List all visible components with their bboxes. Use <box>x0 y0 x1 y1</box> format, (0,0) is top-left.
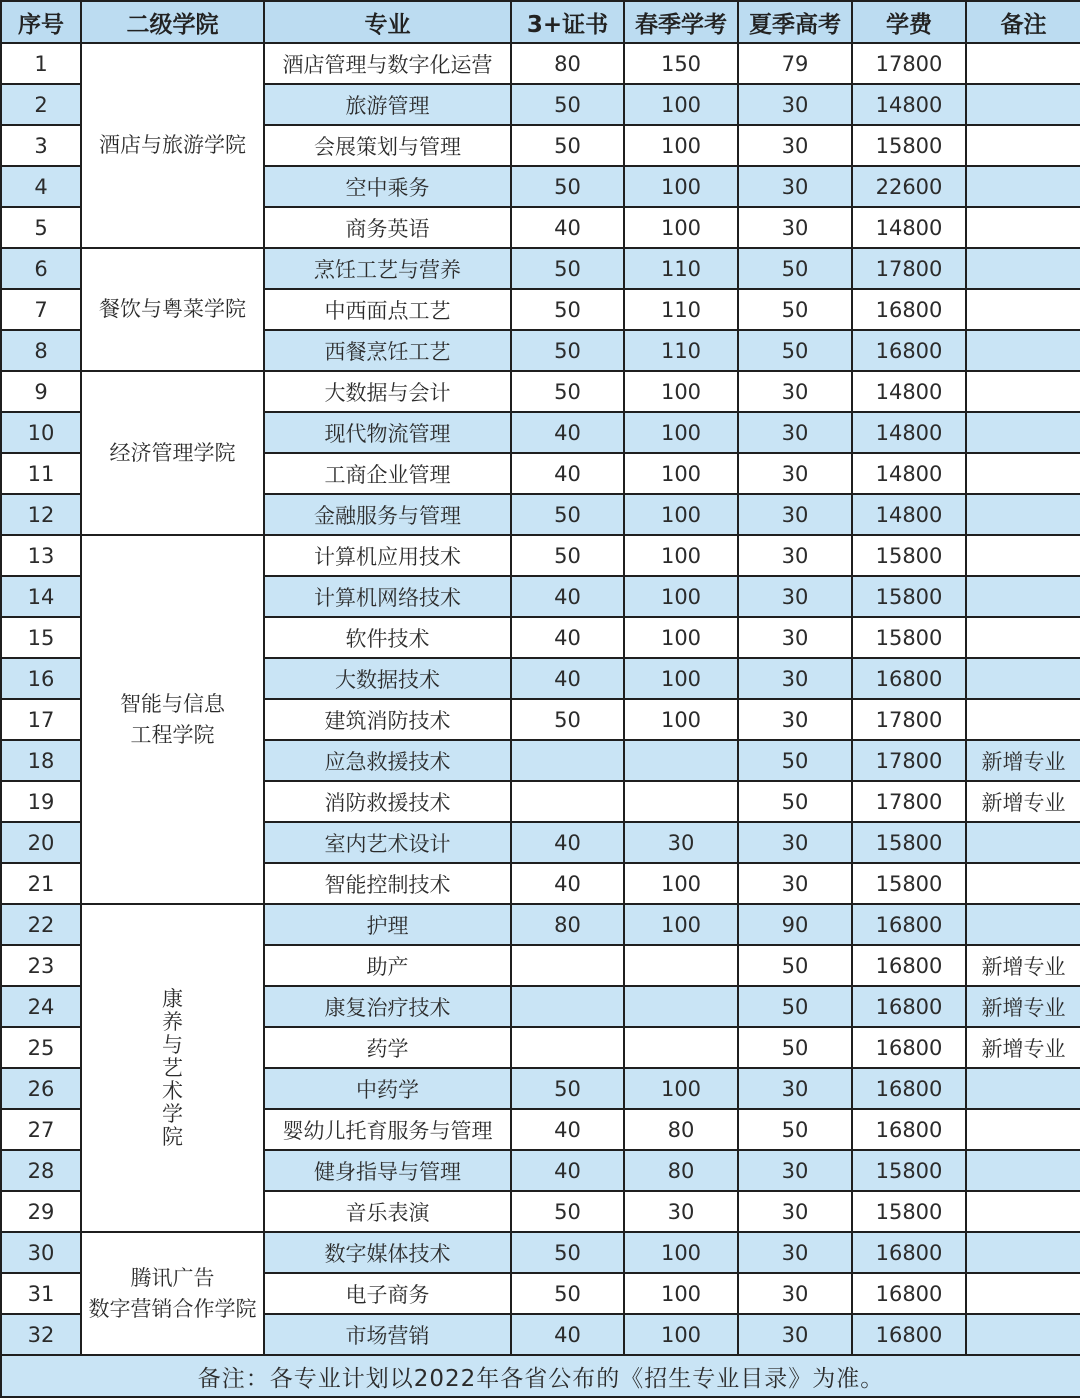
remark <box>966 494 1080 535</box>
tuition-fee: 16800 <box>852 1068 966 1109</box>
cert-quota: 40 <box>511 822 624 863</box>
remark: 新增专业 <box>966 945 1080 986</box>
remark <box>966 166 1080 207</box>
summer-exam-quota: 50 <box>738 248 852 289</box>
row-index: 14 <box>1 576 81 617</box>
summer-exam-quota: 30 <box>738 1068 852 1109</box>
summer-exam-quota: 50 <box>738 986 852 1027</box>
remark <box>966 904 1080 945</box>
row-index: 7 <box>1 289 81 330</box>
tuition-fee: 17800 <box>852 740 966 781</box>
summer-exam-quota: 30 <box>738 1191 852 1232</box>
row-index: 31 <box>1 1273 81 1314</box>
college-label: 餐饮与粤菜学院 <box>99 297 246 321</box>
remark <box>966 1150 1080 1191</box>
tuition-fee: 16800 <box>852 289 966 330</box>
cert-quota: 50 <box>511 248 624 289</box>
table-row <box>1 371 1080 412</box>
major-name: 计算机应用技术 <box>264 535 511 576</box>
spring-exam-quota <box>624 945 738 986</box>
spring-exam-quota: 100 <box>624 1232 738 1273</box>
remark <box>966 535 1080 576</box>
spring-exam-quota: 100 <box>624 84 738 125</box>
college-label: 腾讯广告 数字营销合作学院 <box>88 1265 257 1321</box>
cert-quota: 50 <box>511 166 624 207</box>
cert-quota <box>511 740 624 781</box>
tuition-fee: 17800 <box>852 699 966 740</box>
cert-quota: 50 <box>511 494 624 535</box>
college-label: 智能与信息 工程学院 <box>120 691 225 747</box>
table-row <box>1 248 1080 289</box>
row-index: 28 <box>1 1150 81 1191</box>
major-name: 健身指导与管理 <box>264 1150 511 1191</box>
row-index: 3 <box>1 125 81 166</box>
college-name <box>81 248 264 371</box>
major-name: 大数据技术 <box>264 658 511 699</box>
spring-exam-quota: 30 <box>624 822 738 863</box>
cert-quota: 40 <box>511 658 624 699</box>
remark: 新增专业 <box>966 781 1080 822</box>
table-row <box>1 904 1080 945</box>
tuition-fee: 14800 <box>852 412 966 453</box>
row-index: 6 <box>1 248 81 289</box>
tuition-fee: 14800 <box>852 207 966 248</box>
spring-exam-quota <box>624 1027 738 1068</box>
row-index: 1 <box>1 43 81 84</box>
tuition-fee: 17800 <box>852 43 966 84</box>
spring-exam-quota: 100 <box>624 1314 738 1355</box>
spring-exam-quota: 100 <box>624 535 738 576</box>
college-name <box>81 1232 264 1355</box>
tuition-fee: 15800 <box>852 617 966 658</box>
row-index: 18 <box>1 740 81 781</box>
header-college: 二级学院 <box>81 1 264 43</box>
college-name <box>81 904 264 1232</box>
spring-exam-quota: 110 <box>624 289 738 330</box>
row-index: 32 <box>1 1314 81 1355</box>
spring-exam-quota: 100 <box>624 166 738 207</box>
tuition-fee: 17800 <box>852 248 966 289</box>
tuition-fee: 16800 <box>852 330 966 371</box>
summer-exam-quota: 30 <box>738 699 852 740</box>
summer-exam-quota: 30 <box>738 658 852 699</box>
remark <box>966 822 1080 863</box>
major-name: 金融服务与管理 <box>264 494 511 535</box>
college-name <box>81 535 264 904</box>
row-index: 29 <box>1 1191 81 1232</box>
cert-quota: 50 <box>511 84 624 125</box>
tuition-fee: 15800 <box>852 822 966 863</box>
major-name: 康复治疗技术 <box>264 986 511 1027</box>
summer-exam-quota: 30 <box>738 1314 852 1355</box>
cert-quota: 40 <box>511 1314 624 1355</box>
major-name: 中药学 <box>264 1068 511 1109</box>
major-name: 酒店管理与数字化运营 <box>264 43 511 84</box>
spring-exam-quota: 100 <box>624 1273 738 1314</box>
cert-quota: 40 <box>511 1109 624 1150</box>
remark <box>966 371 1080 412</box>
header-tuition: 学费 <box>852 1 966 43</box>
spring-exam-quota: 100 <box>624 699 738 740</box>
remark <box>966 248 1080 289</box>
row-index: 12 <box>1 494 81 535</box>
cert-quota: 50 <box>511 1068 624 1109</box>
tuition-fee: 15800 <box>852 535 966 576</box>
college-name <box>81 43 264 248</box>
spring-exam-quota: 100 <box>624 863 738 904</box>
major-name: 药学 <box>264 1027 511 1068</box>
row-index: 15 <box>1 617 81 658</box>
row-index: 19 <box>1 781 81 822</box>
spring-exam-quota: 30 <box>624 1191 738 1232</box>
cert-quota: 40 <box>511 863 624 904</box>
table-row <box>1 535 1080 576</box>
major-name: 会展策划与管理 <box>264 125 511 166</box>
cert-quota <box>511 986 624 1027</box>
row-index: 11 <box>1 453 81 494</box>
cert-quota: 50 <box>511 125 624 166</box>
row-index: 24 <box>1 986 81 1027</box>
spring-exam-quota: 100 <box>624 904 738 945</box>
summer-exam-quota: 90 <box>738 904 852 945</box>
tuition-fee: 16800 <box>852 904 966 945</box>
major-name: 消防救援技术 <box>264 781 511 822</box>
row-index: 26 <box>1 1068 81 1109</box>
table-header-row <box>1 1 1080 43</box>
remark <box>966 412 1080 453</box>
cert-quota: 50 <box>511 699 624 740</box>
remark <box>966 289 1080 330</box>
remark <box>966 207 1080 248</box>
remark <box>966 1068 1080 1109</box>
college-label: 酒店与旅游学院 <box>99 133 246 157</box>
cert-quota: 50 <box>511 1232 624 1273</box>
tuition-fee: 14800 <box>852 494 966 535</box>
header-spring-exam: 春季学考 <box>624 1 738 43</box>
remark <box>966 1109 1080 1150</box>
remark <box>966 658 1080 699</box>
row-index: 23 <box>1 945 81 986</box>
row-index: 9 <box>1 371 81 412</box>
tuition-fee: 14800 <box>852 84 966 125</box>
cert-quota: 40 <box>511 576 624 617</box>
tuition-fee: 14800 <box>852 371 966 412</box>
remark <box>966 43 1080 84</box>
summer-exam-quota: 30 <box>738 863 852 904</box>
spring-exam-quota: 100 <box>624 412 738 453</box>
summer-exam-quota: 30 <box>738 576 852 617</box>
summer-exam-quota: 30 <box>738 1232 852 1273</box>
major-name: 智能控制技术 <box>264 863 511 904</box>
cert-quota: 50 <box>511 535 624 576</box>
spring-exam-quota: 100 <box>624 494 738 535</box>
summer-exam-quota: 30 <box>738 535 852 576</box>
major-name: 建筑消防技术 <box>264 699 511 740</box>
summer-exam-quota: 30 <box>738 412 852 453</box>
remark <box>966 453 1080 494</box>
remark <box>966 125 1080 166</box>
summer-exam-quota: 50 <box>738 1109 852 1150</box>
row-index: 20 <box>1 822 81 863</box>
major-name: 商务英语 <box>264 207 511 248</box>
remark <box>966 863 1080 904</box>
major-name: 中西面点工艺 <box>264 289 511 330</box>
remark <box>966 1232 1080 1273</box>
spring-exam-quota: 110 <box>624 330 738 371</box>
spring-exam-quota: 100 <box>624 371 738 412</box>
summer-exam-quota: 30 <box>738 166 852 207</box>
remark <box>966 1191 1080 1232</box>
major-name: 烹饪工艺与营养 <box>264 248 511 289</box>
major-name: 护理 <box>264 904 511 945</box>
row-index: 25 <box>1 1027 81 1068</box>
cert-quota: 40 <box>511 1150 624 1191</box>
remark <box>966 330 1080 371</box>
row-index: 17 <box>1 699 81 740</box>
row-index: 8 <box>1 330 81 371</box>
row-index: 16 <box>1 658 81 699</box>
row-index: 13 <box>1 535 81 576</box>
major-name: 音乐表演 <box>264 1191 511 1232</box>
spring-exam-quota: 100 <box>624 207 738 248</box>
table-row <box>1 1232 1080 1273</box>
remark <box>966 617 1080 658</box>
row-index: 2 <box>1 84 81 125</box>
spring-exam-quota: 100 <box>624 576 738 617</box>
cert-quota: 50 <box>511 371 624 412</box>
summer-exam-quota: 30 <box>738 207 852 248</box>
major-name: 应急救援技术 <box>264 740 511 781</box>
major-name: 软件技术 <box>264 617 511 658</box>
major-name: 西餐烹饪工艺 <box>264 330 511 371</box>
header-index: 序号 <box>1 1 81 43</box>
header-remark: 备注 <box>966 1 1080 43</box>
remark <box>966 576 1080 617</box>
spring-exam-quota: 80 <box>624 1150 738 1191</box>
summer-exam-quota: 30 <box>738 494 852 535</box>
row-index: 30 <box>1 1232 81 1273</box>
row-index: 10 <box>1 412 81 453</box>
summer-exam-quota: 30 <box>738 453 852 494</box>
spring-exam-quota: 110 <box>624 248 738 289</box>
summer-exam-quota: 50 <box>738 740 852 781</box>
row-index: 21 <box>1 863 81 904</box>
tuition-fee: 17800 <box>852 781 966 822</box>
spring-exam-quota <box>624 781 738 822</box>
major-name: 助产 <box>264 945 511 986</box>
summer-exam-quota: 30 <box>738 617 852 658</box>
footer-note: 备注：各专业计划以2022年各省公布的《招生专业目录》为准。 <box>1 1355 1080 1397</box>
summer-exam-quota: 50 <box>738 1027 852 1068</box>
tuition-fee: 16800 <box>852 1314 966 1355</box>
cert-quota: 50 <box>511 1273 624 1314</box>
cert-quota: 80 <box>511 904 624 945</box>
summer-exam-quota: 30 <box>738 125 852 166</box>
major-name: 计算机网络技术 <box>264 576 511 617</box>
tuition-fee: 16800 <box>852 1027 966 1068</box>
table-body <box>1 43 1080 1355</box>
remark: 新增专业 <box>966 986 1080 1027</box>
cert-quota: 40 <box>511 412 624 453</box>
college-label: 经济管理学院 <box>109 440 236 465</box>
summer-exam-quota: 50 <box>738 330 852 371</box>
spring-exam-quota: 100 <box>624 453 738 494</box>
row-index: 5 <box>1 207 81 248</box>
remark <box>966 1314 1080 1355</box>
cert-quota <box>511 781 624 822</box>
major-name: 现代物流管理 <box>264 412 511 453</box>
spring-exam-quota: 80 <box>624 1109 738 1150</box>
major-name: 电子商务 <box>264 1273 511 1314</box>
cert-quota: 40 <box>511 207 624 248</box>
cert-quota <box>511 1027 624 1068</box>
major-name: 工商企业管理 <box>264 453 511 494</box>
summer-exam-quota: 30 <box>738 1273 852 1314</box>
summer-exam-quota: 79 <box>738 43 852 84</box>
tuition-fee: 16800 <box>852 1273 966 1314</box>
college-name <box>81 371 264 535</box>
spring-exam-quota: 100 <box>624 617 738 658</box>
row-index: 4 <box>1 166 81 207</box>
spring-exam-quota: 100 <box>624 658 738 699</box>
major-name: 室内艺术设计 <box>264 822 511 863</box>
cert-quota: 40 <box>511 617 624 658</box>
remark <box>966 84 1080 125</box>
tuition-fee: 16800 <box>852 945 966 986</box>
summer-exam-quota: 50 <box>738 945 852 986</box>
major-name: 数字媒体技术 <box>264 1232 511 1273</box>
cert-quota: 50 <box>511 289 624 330</box>
remark: 新增专业 <box>966 740 1080 781</box>
tuition-fee: 22600 <box>852 166 966 207</box>
major-name: 大数据与会计 <box>264 371 511 412</box>
spring-exam-quota <box>624 986 738 1027</box>
summer-exam-quota: 30 <box>738 822 852 863</box>
row-index: 22 <box>1 904 81 945</box>
table-row <box>1 43 1080 84</box>
tuition-fee: 15800 <box>852 863 966 904</box>
major-name: 婴幼儿托育服务与管理 <box>264 1109 511 1150</box>
cert-quota: 80 <box>511 43 624 84</box>
footer-row <box>1 1355 1080 1397</box>
spring-exam-quota <box>624 740 738 781</box>
college-label: 康 养 与 艺 术 学 院 <box>162 986 183 1149</box>
remark <box>966 1273 1080 1314</box>
tuition-fee: 15800 <box>852 125 966 166</box>
header-summer-exam: 夏季高考 <box>738 1 852 43</box>
spring-exam-quota: 100 <box>624 1068 738 1109</box>
tuition-fee: 15800 <box>852 1191 966 1232</box>
remark: 新增专业 <box>966 1027 1080 1068</box>
cert-quota: 50 <box>511 1191 624 1232</box>
tuition-fee: 16800 <box>852 986 966 1027</box>
row-index: 27 <box>1 1109 81 1150</box>
cert-quota <box>511 945 624 986</box>
major-name: 市场营销 <box>264 1314 511 1355</box>
summer-exam-quota: 30 <box>738 84 852 125</box>
cert-quota: 40 <box>511 453 624 494</box>
tuition-fee: 15800 <box>852 1150 966 1191</box>
summer-exam-quota: 50 <box>738 781 852 822</box>
summer-exam-quota: 30 <box>738 1150 852 1191</box>
header-cert: 3+证书 <box>511 1 624 43</box>
cert-quota: 50 <box>511 330 624 371</box>
header-major: 专业 <box>264 1 511 43</box>
summer-exam-quota: 50 <box>738 289 852 330</box>
summer-exam-quota: 30 <box>738 371 852 412</box>
major-name: 旅游管理 <box>264 84 511 125</box>
tuition-fee: 14800 <box>852 453 966 494</box>
tuition-fee: 15800 <box>852 576 966 617</box>
remark <box>966 699 1080 740</box>
spring-exam-quota: 150 <box>624 43 738 84</box>
tuition-fee: 16800 <box>852 1109 966 1150</box>
tuition-fee: 16800 <box>852 658 966 699</box>
spring-exam-quota: 100 <box>624 125 738 166</box>
major-name: 空中乘务 <box>264 166 511 207</box>
tuition-fee: 16800 <box>852 1232 966 1273</box>
